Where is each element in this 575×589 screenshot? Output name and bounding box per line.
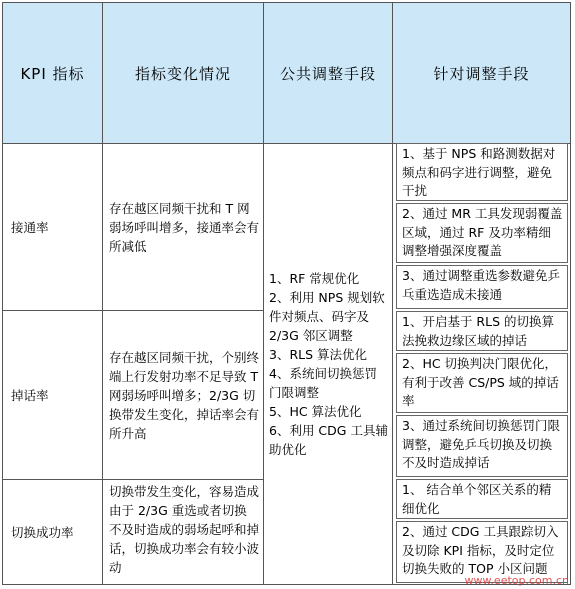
watermark: www.eetop.com.cn — [464, 574, 569, 587]
header-kpi-label: KPI 指标 — [20, 64, 85, 83]
measure-box-2-1: 1、开启基于 RLS 的切换算法挽救边缘区域的掉话 — [396, 311, 568, 351]
measure-box-3-2: 2、通过 CDG 工具跟踪切入及切除 KPI 指标，及时定位切换失败的 TOP 小区问题 — [396, 521, 568, 583]
header-change — [103, 3, 263, 143]
header-kpi — [3, 3, 102, 143]
header-common — [264, 3, 392, 143]
measure-box-2-2: 2、HC 切换判决门限优化，有利于改善 CS/PS 域的掉话率 — [396, 353, 568, 413]
common-measures: 1、RF 常规优化 2、利用 NPS 规划软件对频点、码字及 2/3G 邻区调整 3、RLS 算法优化 4、系统间切换惩罚门限调整 5、HC 算法优化 6、利用 CDG 工具辅助优化 — [269, 271, 388, 457]
header-common-label: 公共调整手段 — [279, 64, 376, 83]
row-3-kpi: 切换成功率 — [11, 524, 74, 540]
measure-box-1-1: 1、基于 NPS 和路测数据对频点和码字进行调整，避免干扰 — [396, 143, 568, 201]
row-1-change: 存在越区同频干扰和 T 网弱场呼叫增多，接通率会有所减低 — [109, 200, 260, 254]
measure-box-1-3: 3、通过调整重选参数避免乒乓重选造成未接通 — [396, 265, 568, 309]
header-targeted-label: 针对调整手段 — [433, 64, 530, 83]
header-targeted — [393, 3, 570, 143]
kpi-table — [2, 2, 571, 585]
measure-box-3-1: 1、 结合单个邻区关系的精细优化 — [396, 479, 568, 519]
measure-box-2-3: 3、通过系统间切换惩罚门限调整，避免乒乓切换及切换不及时造成掉话 — [396, 415, 568, 477]
row-1-kpi: 接通率 — [11, 219, 49, 235]
row-3-change: 切换带发生变化，容易造成由于 2/3G 重选或者切换不及时造成的弱场起呼和掉话，切换成功率会有较小波动 — [109, 484, 260, 575]
row-2-change: 存在越区同频干扰，个别终端上行发射功率不足导致 T 网弱场呼叫增多；2/3G 切换带发生变化，掉话率会有所升高 — [109, 349, 260, 441]
header-change-label: 指标变化情况 — [134, 64, 231, 83]
row-2-kpi: 掉话率 — [11, 387, 49, 403]
measure-box-1-2: 2、通过 MR 工具发现弱覆盖区域，通过 RF 及功率精细调整增强深度覆盖 — [396, 203, 568, 263]
